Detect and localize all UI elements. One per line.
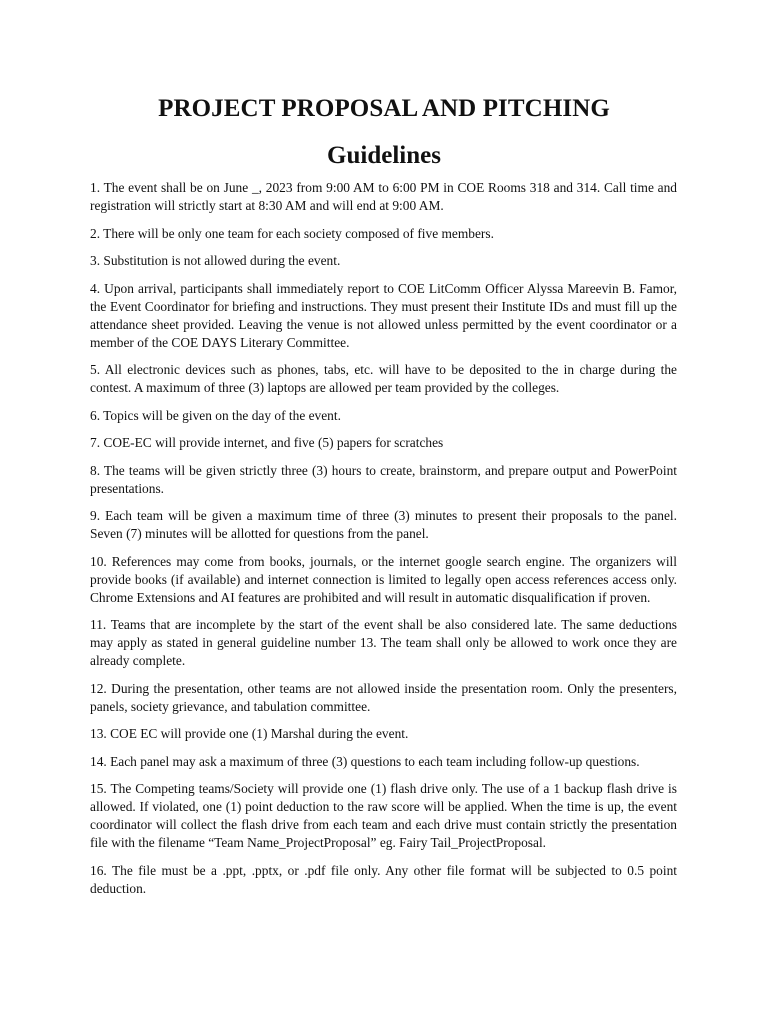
guideline-item: 10. References may come from books, journals, or the internet google search engine. The organizers will provide books (if available) and internet connection is limited to legally open access references access only. Chrome Extensions and AI features are prohibited and will result in automatic disqualification if proven. bbox=[90, 553, 677, 605]
guideline-item: 2. There will be only one team for each society composed of five members. bbox=[90, 225, 494, 241]
guideline-item: 3. Substitution is not allowed during the event. bbox=[90, 253, 341, 268]
guideline-item: 16. The file must be a .ppt, .pptx, or .pdf file only. Any other file format will be subjected to 0.5 point deduction. bbox=[90, 862, 677, 896]
guideline-item: 8. The teams will be given strictly three (3) hours to create, brainstorm, and prepare output and PowerPoint presentations. bbox=[90, 462, 677, 496]
guideline-item: 6. Topics will be given on the day of the event. bbox=[90, 407, 341, 423]
guideline-item: 1. The event shall be on June _, 2023 from 9:00 AM to 6:00 PM in COE Rooms 318 and 314. Call time and registration will strictly start at 8:30 AM and will end at 9:00 AM. bbox=[90, 180, 677, 213]
guideline-item: 4. Upon arrival, participants shall immediately report to COE LitComm Officer Alyssa Mareevin B. Famor, the Event Coordinator for briefing and instructions. They must present their Institute IDs and must fill up the attendance sheet provided. Leaving the venue is not allowed unless permitted by the event coordinator or a member of the COE DAYS Literary Committee. bbox=[90, 280, 677, 350]
guideline-item: 13. COE EC will provide one (1) Marshal during the event. bbox=[90, 726, 409, 741]
guideline-item: 15. The Competing teams/Society will provide one (1) flash drive only. The use of a 1 backup flash drive is allowed. If violated, one (1) point deduction to the raw score will be applied. When the time is up, the event coordinator will collect the flash drive from each team and each drive must contain strictly the presentation file with the filename “Team Name_ProjectProposal” eg. Fairy Tail_ProjectProposal. bbox=[90, 781, 677, 850]
guideline-item: 7. COE-EC will provide internet, and five (5) papers for scratches bbox=[90, 435, 444, 450]
guideline-item: 5. All electronic devices such as phones, tabs, etc. will have to be deposited to the in charge during the contest. A maximum of three (3) laptops are allowed per team provided by the colleges. bbox=[90, 362, 677, 395]
guideline-item: 12. During the presentation, other teams are not allowed inside the presentation room. Only the presenters, panels, society grievance, and tabulation committee. bbox=[90, 680, 677, 714]
guideline-item: 14. Each panel may ask a maximum of three (3) questions to each team including follow-up questions. bbox=[90, 753, 640, 769]
guideline-item: 11. Teams that are incomplete by the start of the event shall be also considered late. The same deductions may apply as stated in general guideline number 13. The team shall only be allowed to work once they are already complete. bbox=[90, 617, 677, 668]
document-subtitle: Guidelines bbox=[327, 142, 441, 169]
guideline-item: 9. Each team will be given a maximum time of three (3) minutes to present their proposals to the panel. Seven (7) minutes will be allotted for questions from the panel. bbox=[90, 508, 677, 541]
document-title: PROJECT PROPOSAL AND PITCHING bbox=[158, 95, 610, 122]
guidelines-list bbox=[90, 179, 677, 907]
